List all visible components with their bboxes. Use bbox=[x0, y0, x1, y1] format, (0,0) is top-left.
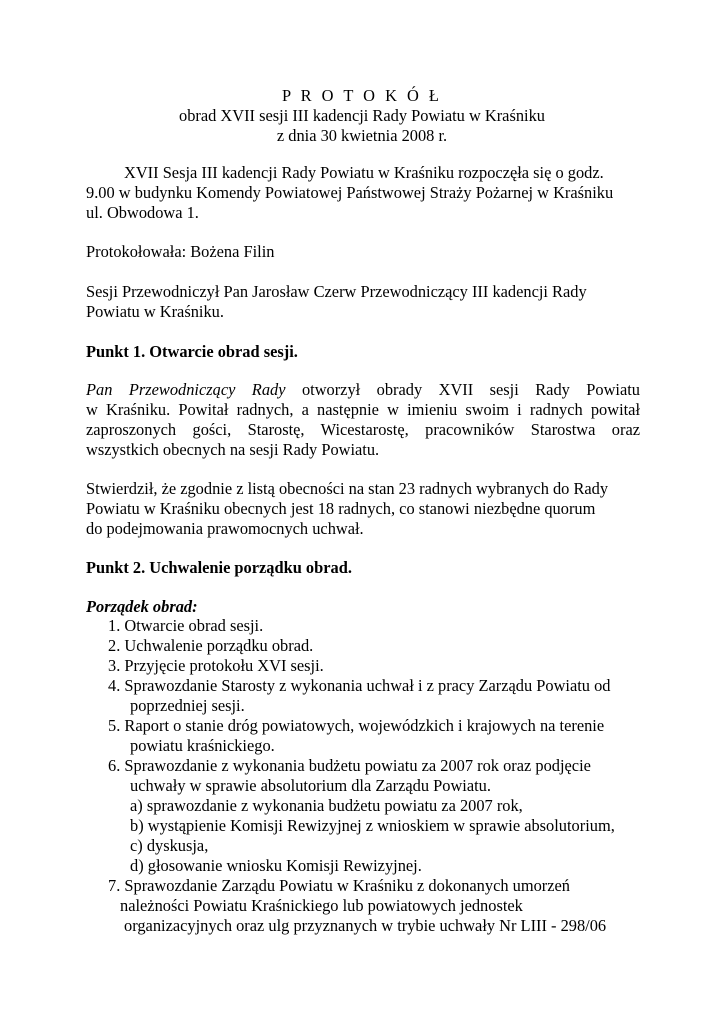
agenda-item-continuation: organizacyjnych oraz ulg przyznanych w trybie uchwały Nr LIII - 298/06 bbox=[124, 916, 607, 935]
agenda-item-continuation: poprzedniej sesji. bbox=[130, 696, 245, 715]
chairman-italic: Pan Przewodniczący Rady bbox=[86, 380, 286, 399]
point1-para2-line3: do podejmowania prawomocnych uchwał. bbox=[86, 519, 364, 538]
intro-line-2: 9.00 w budynku Komendy Powiatowej Państwowej Straży Pożarnej w Kraśniku bbox=[86, 183, 614, 202]
chair-line-2: Powiatu w Kraśniku. bbox=[86, 302, 224, 321]
document-title: P R O T O K Ó Ł bbox=[282, 86, 442, 105]
agenda-item: 3. Przyjęcie protokołu XVI sesji. bbox=[108, 656, 324, 675]
agenda-item-continuation: powiatu kraśnickiego. bbox=[130, 736, 275, 755]
agenda-item: 1. Otwarcie obrad sesji. bbox=[108, 616, 264, 635]
document-date: z dnia 30 kwietnia 2008 r. bbox=[276, 126, 448, 145]
agenda-item: 2. Uchwalenie porządku obrad. bbox=[108, 636, 314, 655]
agenda-item: 7. Sprawozdanie Zarządu Powiatu w Kraśniku z dokonanych umorzeń bbox=[108, 876, 570, 895]
agenda-item-continuation: należności Powiatu Kraśnickiego lub powiatowych jednostek bbox=[120, 896, 523, 915]
point1-para1-line3: zaproszonych gości, Starostę, Wicestarostę, pracowników Starostwa oraz bbox=[86, 420, 640, 439]
agenda-subitem: c) dyskusja, bbox=[130, 836, 209, 855]
point1-heading: Punkt 1. Otwarcie obrad sesji. bbox=[86, 342, 298, 361]
point1-para1-line1-rest: otworzył obrady XVII sesji Rady Powiatu bbox=[285, 380, 641, 399]
agenda-item: 4. Sprawozdanie Starosty z wykonania uchwał i z pracy Zarządu Powiatu od bbox=[108, 676, 611, 695]
agenda-subitem: d) głosowanie wniosku Komisji Rewizyjnej. bbox=[130, 856, 422, 875]
intro-line-1: XVII Sesja III kadencji Rady Powiatu w Kraśniku rozpoczęła się o godz. bbox=[124, 163, 604, 182]
agenda-subitem: b) wystąpienie Komisji Rewizyjnej z wnioskiem w sprawie absolutorium, bbox=[130, 816, 615, 835]
point2-heading: Punkt 2. Uchwalenie porządku obrad. bbox=[86, 558, 352, 577]
agenda-item: 5. Raport o stanie dróg powiatowych, wojewódzkich i krajowych na terenie bbox=[108, 716, 605, 735]
agenda-item-continuation: uchwały w sprawie absolutorium dla Zarządu Powiatu. bbox=[130, 776, 491, 795]
agenda-item: 6. Sprawozdanie z wykonania budżetu powiatu za 2007 rok oraz podjęcie bbox=[108, 756, 591, 775]
intro-line-3: ul. Obwodowa 1. bbox=[86, 203, 199, 222]
agenda-title: Porządek obrad: bbox=[86, 597, 198, 616]
agenda-subitem: a) sprawozdanie z wykonania budżetu powiatu za 2007 rok, bbox=[130, 796, 523, 815]
chair-line-1: Sesji Przewodniczył Pan Jarosław Czerw Przewodniczący III kadencji Rady bbox=[86, 282, 587, 301]
point1-para2-line1: Stwierdził, że zgodnie z listą obecności na stan 23 radnych wybranych do Rady bbox=[86, 479, 609, 498]
recorder-line: Protokołowała: Bożena Filin bbox=[86, 242, 275, 261]
point1-para1-line2: w Kraśniku. Powitał radnych, a następnie w imieniu swoim i radnych powitał bbox=[86, 400, 640, 419]
point1-para2-line2: Powiatu w Kraśniku obecnych jest 18 radnych, co stanowi niezbędne quorum bbox=[86, 499, 596, 518]
point1-para1-line4: wszystkich obecnych na sesji Rady Powiatu. bbox=[86, 440, 380, 459]
document-subtitle: obrad XVII sesji III kadencji Rady Powiatu w Kraśniku bbox=[179, 106, 545, 125]
point1-para1-line1 bbox=[86, 380, 640, 400]
